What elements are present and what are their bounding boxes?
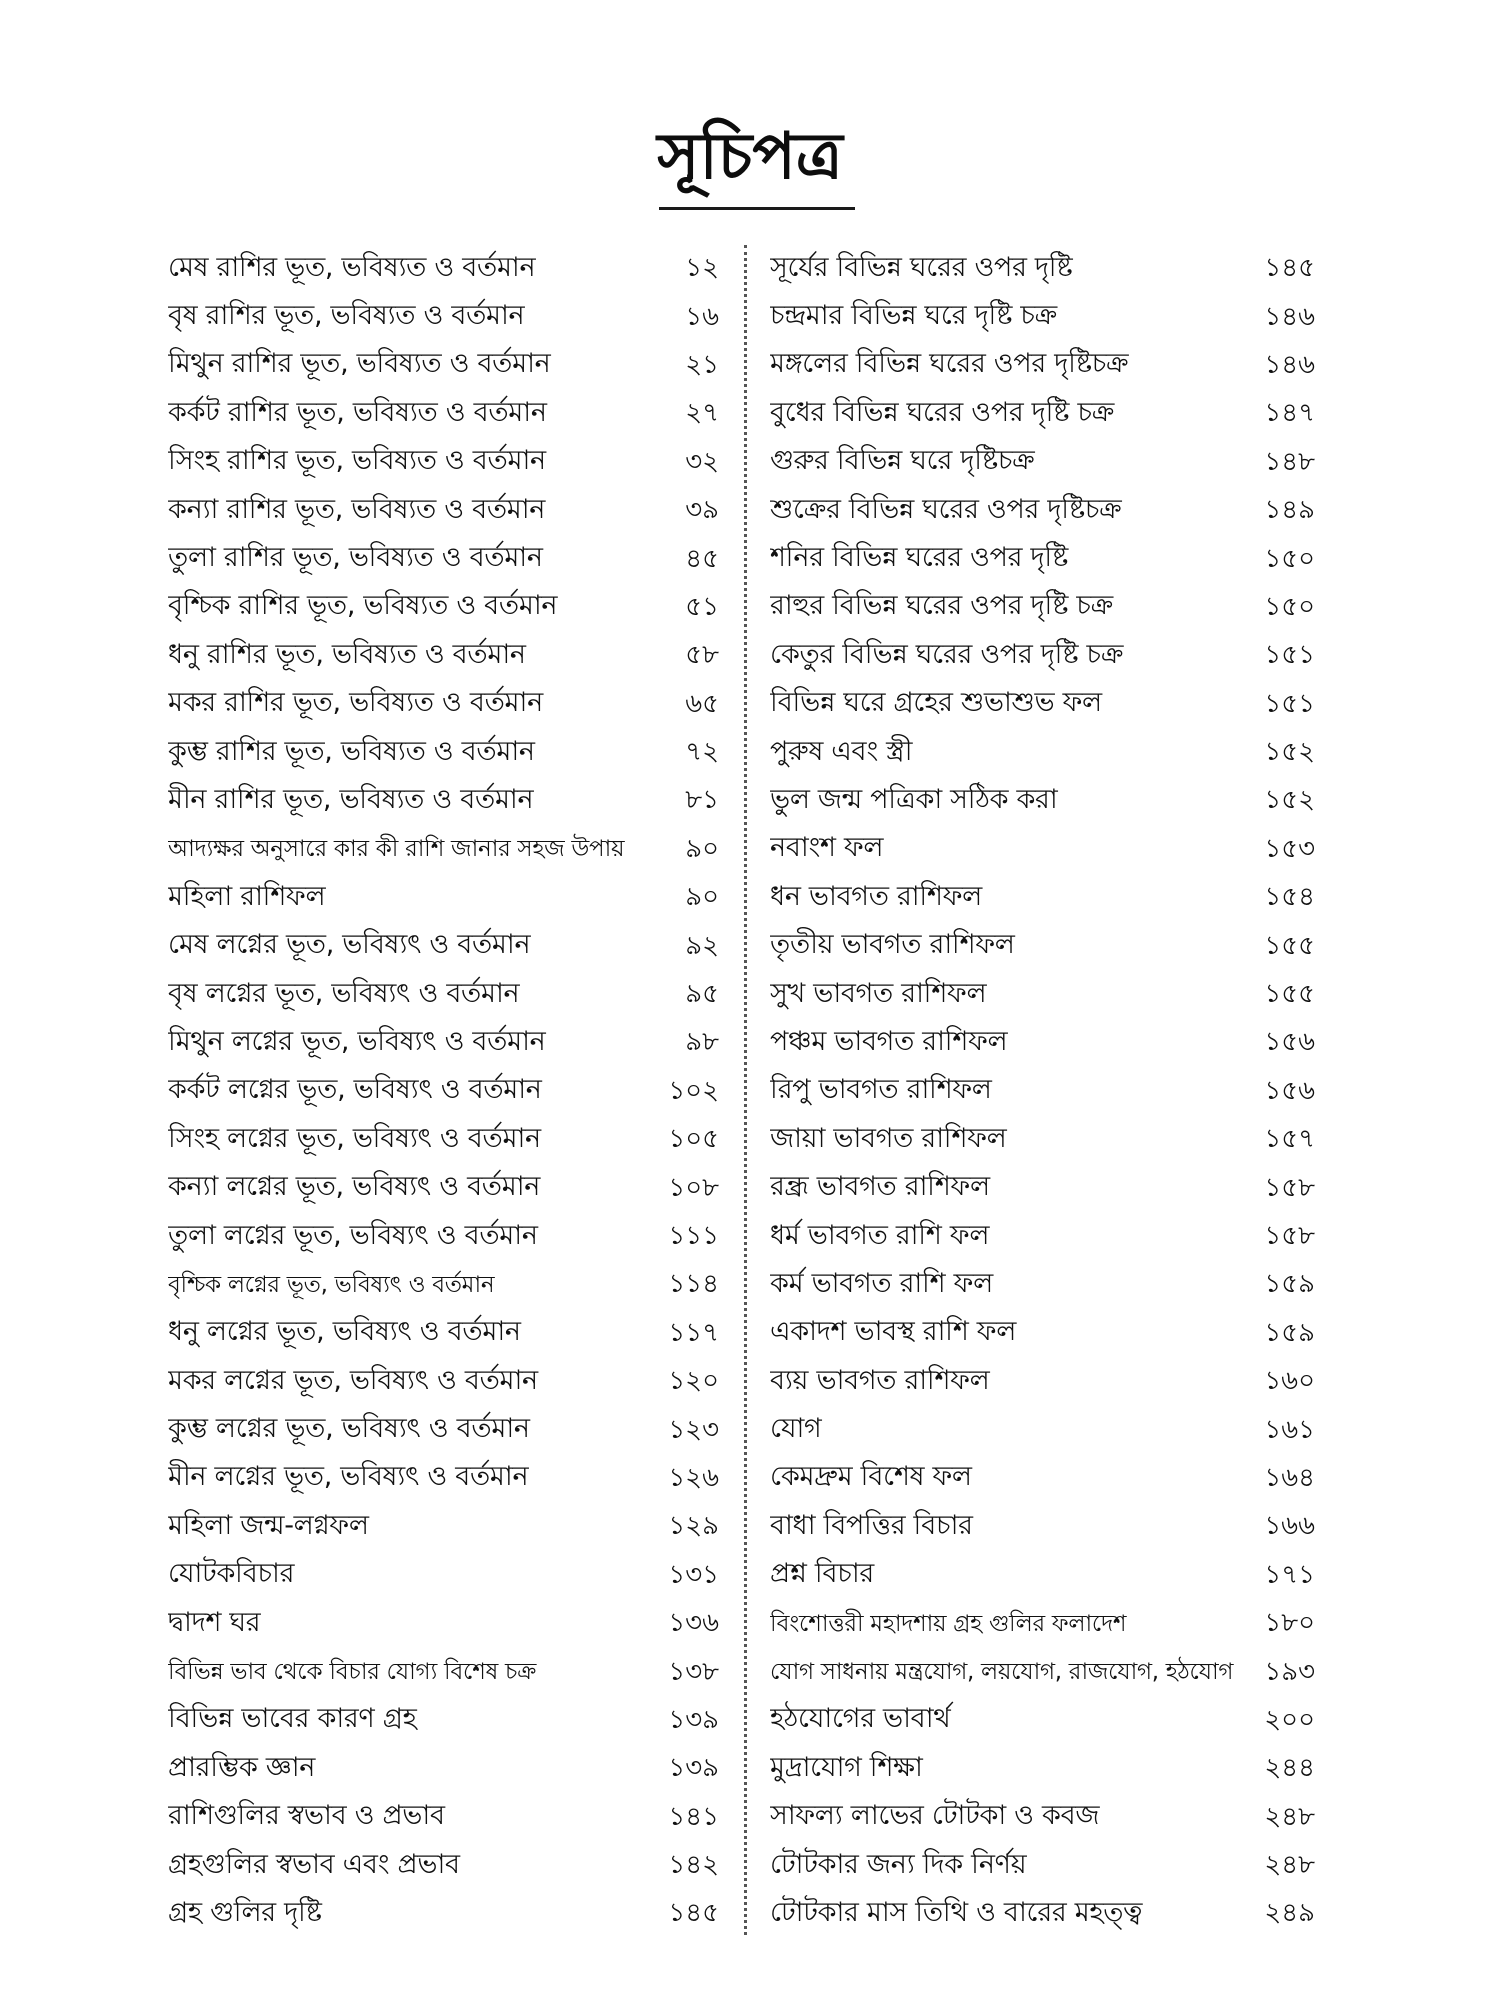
toc-entry-title: মকর রাশির ভূত, ভবিষ্যত ও বর্তমান (168, 687, 543, 719)
toc-entry (168, 584, 723, 632)
toc-entry-page: ১৫১ (1264, 640, 1315, 671)
toc-entry (770, 1213, 1315, 1261)
toc-entry-page: ৫৮ (685, 640, 719, 671)
toc-entry (168, 1648, 723, 1696)
toc-entry-page: ১৫৯ (1264, 1269, 1315, 1300)
toc-entry (770, 1503, 1315, 1551)
toc-entry-page: ১৫৬ (1264, 1075, 1315, 1106)
toc-entry (168, 342, 723, 390)
toc-entry (770, 1648, 1315, 1696)
toc-entry-page: ১৪১ (668, 1801, 719, 1832)
toc-entry (168, 1794, 723, 1842)
toc-entry-page: ১৬৪ (1264, 1462, 1315, 1493)
toc-entry-title: মহিলা রাশিফল (168, 880, 326, 912)
toc-entry (770, 681, 1315, 729)
toc-entry-title: নবাংশ ফল (770, 832, 884, 864)
toc-entry (770, 1406, 1315, 1454)
toc-entry-title: ধনু রাশির ভূত, ভবিষ্যত ও বর্তমান (168, 638, 526, 670)
toc-left-column (168, 245, 723, 1940)
toc-entry-page: ১৬০ (1264, 1366, 1315, 1397)
toc-entry-page: ১৫০ (1264, 591, 1315, 622)
toc-entry-page: ১৫৮ (1264, 1221, 1315, 1251)
toc-entry-page: ১৫২ (1264, 785, 1315, 816)
toc-entry-title: যোগ (770, 1413, 822, 1445)
toc-entry-page: ২১ (685, 349, 719, 380)
toc-entry (770, 1164, 1315, 1212)
toc-entry-page: ১৫৪ (1264, 882, 1315, 913)
toc-entry-title: বিংশোত্তরী মহাদশায় গ্রহ গুলির ফলাদেশ (770, 1610, 1127, 1637)
toc-entry-title: সিংহ রাশির ভূত, ভবিষ্যত ও বর্তমান (168, 445, 546, 477)
toc-entry-page: ১৪৬ (1264, 301, 1315, 332)
toc-entry-title: হঠযোগের ভাবার্থ (770, 1703, 951, 1735)
toc-entry-page: ১৩৮ (668, 1656, 719, 1687)
toc-entry-title: কুম্ভ রাশির ভূত, ভবিষ্যত ও বর্তমান (168, 735, 535, 767)
toc-entry-title: গ্রহগুলির স্বভাব এবং প্রভাব (168, 1848, 460, 1880)
toc-entry-page: ২৭ (685, 398, 719, 429)
toc-entry-title: টোটকার জন্য দিক নির্ণয় (770, 1848, 1027, 1880)
toc-entry-title: ভুল জন্ম পত্রিকা সঠিক করা (770, 783, 1058, 815)
toc-entry (168, 729, 723, 777)
toc-entry-page: ১০২ (668, 1075, 719, 1106)
toc-entry (770, 439, 1315, 487)
toc-entry-page: ১২০ (668, 1366, 719, 1397)
toc-entry-page: ২৪৮ (1264, 1801, 1315, 1832)
toc-entry-page: ১১৪ (668, 1269, 719, 1300)
toc-entry (168, 826, 723, 874)
toc-entry (770, 922, 1315, 970)
toc-entry-title: পুরুষ এবং স্ত্রী (770, 735, 913, 767)
toc-entry-page: ৬৫ (685, 688, 719, 719)
toc-entry-page: ৮১ (685, 785, 719, 816)
toc-entry-title: প্রারম্ভিক জ্ঞান (168, 1751, 316, 1783)
toc-entry-title: মেষ রাশির ভূত, ভবিষ্যত ও বর্তমান (168, 251, 536, 283)
toc-entry-title: যোগ সাধনায় মন্ত্রযোগ, লয়যোগ, রাজযোগ, হঠযোগ (770, 1659, 1234, 1686)
toc-entry-title: কর্কট লগ্নের ভূত, ভবিষ্যৎ ও বর্তমান (168, 1074, 542, 1106)
toc-entry-title: বিভিন্ন ভাবের কারণ গ্রহ (168, 1703, 417, 1735)
toc-entry-page: ১৮০ (1264, 1608, 1315, 1639)
toc-entry-page: ১৩৯ (668, 1704, 719, 1735)
toc-entry (770, 1068, 1315, 1116)
toc-entry-page: ১১১ (668, 1221, 719, 1251)
toc-entry (770, 1697, 1315, 1745)
toc-entry (770, 1310, 1315, 1358)
toc-entry (168, 777, 723, 825)
toc-entry-title: ধন ভাবগত রাশিফল (770, 880, 982, 912)
toc-entry-title: বিভিন্ন ঘরে গ্রহের শুভাশুভ ফল (770, 687, 1102, 719)
toc-entry (168, 1890, 723, 1938)
toc-entry (770, 487, 1315, 535)
toc-entry (770, 1261, 1315, 1309)
toc-entry (770, 1552, 1315, 1600)
toc-entry (168, 681, 723, 729)
toc-entry (168, 1261, 723, 1309)
toc-entry-title: সূর্যের বিভিন্ন ঘরের ওপর দৃষ্টি (770, 251, 1073, 283)
toc-entry-title: তৃতীয় ভাবগত রাশিফল (770, 929, 1015, 961)
toc-entry-page: ১৪৫ (1264, 253, 1315, 284)
column-divider (744, 245, 747, 1935)
toc-entry-title: প্রশ্ন বিচার (770, 1558, 874, 1590)
toc-entry-title: রাহুর বিভিন্ন ঘরের ওপর দৃষ্টি চক্র (770, 590, 1113, 622)
toc-entry (770, 535, 1315, 583)
toc-entry (168, 1552, 723, 1600)
toc-entry-title: কর্ম ভাবগত রাশি ফল (770, 1267, 993, 1299)
toc-entry-title: বৃশ্চিক রাশির ভূত, ভবিষ্যত ও বর্তমান (168, 590, 558, 622)
toc-entry (770, 1600, 1315, 1648)
toc-entry-page: ২৪৯ (1264, 1898, 1315, 1929)
toc-entry (168, 1310, 723, 1358)
toc-entry-title: আদ্যক্ষর অনুসারে কার কী রাশি জানার সহজ উপায় (168, 836, 625, 863)
toc-entry-page: ৯০ (685, 882, 719, 913)
toc-entry-page: ১৪৯ (1264, 495, 1315, 526)
toc-entry-page: ১১৭ (668, 1317, 719, 1348)
toc-entry (770, 584, 1315, 632)
toc-entry (168, 1697, 723, 1745)
toc-entry (770, 1019, 1315, 1067)
toc-entry (168, 293, 723, 341)
toc-entry-title: মেষ লগ্নের ভূত, ভবিষ্যৎ ও বর্তমান (168, 929, 531, 961)
toc-entry-title: জায়া ভাবগত রাশিফল (770, 1122, 1007, 1154)
toc-entry-title: দ্বাদশ ঘর (168, 1606, 261, 1638)
toc-entry-page: ১৯৩ (1264, 1656, 1315, 1687)
toc-entry-page: ২০০ (1264, 1704, 1315, 1735)
toc-entry-page: ৯২ (685, 930, 719, 961)
toc-entry-page: ১৫০ (1264, 543, 1315, 574)
toc-entry (770, 342, 1315, 390)
toc-entry (770, 390, 1315, 438)
page-title: সূচিপত্র (657, 119, 843, 194)
toc-entry (168, 1116, 723, 1164)
toc-entry-page: ১২৩ (668, 1414, 719, 1445)
toc-entry-title: মীন রাশির ভূত, ভবিষ্যত ও বর্তমান (168, 783, 534, 815)
toc-entry-title: সিংহ লগ্নের ভূত, ভবিষ্যৎ ও বর্তমান (168, 1122, 541, 1154)
toc-entry-title: বুধের বিভিন্ন ঘরের ওপর দৃষ্টি চক্র (770, 396, 1115, 428)
toc-entry-page: ২৪৮ (1264, 1850, 1315, 1881)
toc-entry-title: চন্দ্রমার বিভিন্ন ঘরে দৃষ্টি চক্র (770, 300, 1057, 332)
toc-entry-page: ১৬৬ (1264, 1511, 1315, 1542)
toc-entry-page: ১৫৭ (1264, 1124, 1315, 1155)
toc-entry-title: টোটকার মাস তিথি ও বারের মহত্ত্ব (770, 1896, 1143, 1928)
toc-entry-title: পঞ্চম ভাবগত রাশিফল (770, 1025, 1008, 1057)
toc-entry-page: ৭২ (685, 737, 719, 768)
toc-entry-page: ৯০ (685, 833, 719, 864)
toc-right-column (770, 245, 1315, 1940)
toc-entry (168, 1455, 723, 1503)
toc-entry-page: ৫১ (685, 591, 719, 622)
toc-entry (770, 874, 1315, 922)
toc-entry-title: ধনু লগ্নের ভূত, ভবিষ্যৎ ও বর্তমান (168, 1316, 521, 1348)
toc-entry-page: ১৪৮ (1264, 446, 1315, 477)
toc-entry-title: কেমদ্রুম বিশেষ ফল (770, 1461, 972, 1493)
toc-entry (168, 1842, 723, 1890)
toc-entry (168, 1745, 723, 1793)
toc-entry (770, 1842, 1315, 1890)
toc-entry-title: কেতুর বিভিন্ন ঘরের ওপর দৃষ্টি চক্র (770, 638, 1124, 670)
toc-entry-title: মঙ্গলের বিভিন্ন ঘরের ওপর দৃষ্টিচক্র (770, 348, 1129, 380)
toc-entry-title: রিপু ভাবগত রাশিফল (770, 1074, 992, 1106)
toc-entry-title: কন্যা রাশির ভূত, ভবিষ্যত ও বর্তমান (168, 493, 546, 525)
toc-entry-title: বাধা বিপত্তির বিচার (770, 1509, 973, 1541)
toc-entry (168, 1213, 723, 1261)
toc-entry (168, 922, 723, 970)
toc-entry (770, 1455, 1315, 1503)
toc-entry-page: ১০৫ (668, 1124, 719, 1155)
toc-entry-page: ১২৬ (668, 1462, 719, 1493)
toc-entry (168, 535, 723, 583)
toc-entry (770, 632, 1315, 680)
toc-entry (770, 826, 1315, 874)
toc-entry-page: ১৬১ (1264, 1414, 1315, 1445)
toc-entry-page: ১৫৫ (1264, 930, 1315, 961)
toc-entry-page: ১২ (685, 253, 719, 284)
toc-entry-title: সুখ ভাবগত রাশিফল (770, 977, 987, 1009)
toc-entry-page: ১৫৯ (1264, 1317, 1315, 1348)
toc-entry (770, 1890, 1315, 1938)
toc-entry-page: ১৬ (685, 301, 719, 332)
toc-entry (168, 1406, 723, 1454)
toc-entry-page: ১৪৬ (1264, 349, 1315, 380)
toc-entry (168, 1503, 723, 1551)
toc-entry-title: তুলা লগ্নের ভূত, ভবিষ্যৎ ও বর্তমান (168, 1219, 538, 1251)
toc-entry-title: বৃশ্চিক লগ্নের ভূত, ভবিষ্যৎ ও বর্তমান (168, 1271, 495, 1298)
toc-entry-page: ১৫৫ (1264, 979, 1315, 1010)
toc-entry (770, 1745, 1315, 1793)
toc-entry-title: রন্ধ্র ভাবগত রাশিফল (770, 1171, 990, 1203)
toc-entry-title: রাশিগুলির স্বভাব ও প্রভাব (168, 1800, 445, 1832)
toc-entry (168, 874, 723, 922)
toc-entry (168, 245, 723, 293)
toc-entry (770, 729, 1315, 777)
toc-entry-page: ১৪৭ (1264, 398, 1315, 429)
toc-entry-page: ৯৮ (685, 1027, 719, 1058)
toc-entry-page: ১৫৬ (1264, 1027, 1315, 1058)
toc-entry-page: ১৩১ (668, 1559, 719, 1590)
toc-entry-title: কর্কট রাশির ভূত, ভবিষ্যত ও বর্তমান (168, 396, 547, 428)
toc-entry-page: ১৫৩ (1264, 833, 1315, 864)
toc-entry-page: ১৪৫ (668, 1898, 719, 1929)
toc-entry-title: কুম্ভ লগ্নের ভূত, ভবিষ্যৎ ও বর্তমান (168, 1413, 530, 1445)
toc-entry-page: ১৩৬ (668, 1608, 719, 1639)
toc-entry-title: সাফল্য লাভের টোটকা ও কবজ (770, 1800, 1100, 1832)
toc-entry-page: ১৭১ (1264, 1559, 1315, 1590)
toc-entry-page: ১২৯ (668, 1511, 719, 1542)
toc-entry-title: যোটকবিচার (168, 1558, 295, 1590)
toc-entry (168, 971, 723, 1019)
toc-entry (770, 1794, 1315, 1842)
toc-entry-page: ৩২ (685, 446, 719, 477)
toc-entry-title: কন্যা লগ্নের ভূত, ভবিষ্যৎ ও বর্তমান (168, 1171, 541, 1203)
toc-entry-page: ১৫২ (1264, 737, 1315, 768)
toc-entry (770, 293, 1315, 341)
toc-entry-page: ৪৫ (685, 543, 719, 574)
toc-entry-title: ধর্ম ভাবগত রাশি ফল (770, 1219, 990, 1251)
toc-entry (168, 1164, 723, 1212)
toc-entry-title: গুরুর বিভিন্ন ঘরে দৃষ্টিচক্র (770, 445, 1035, 477)
toc-entry-page: ১৪২ (668, 1850, 719, 1881)
toc-entry-title: মহিলা জন্ম-লগ্নফল (168, 1509, 369, 1541)
toc-entry-title: একাদশ ভাবস্থ রাশি ফল (770, 1316, 1017, 1348)
toc-entry-page: ১৫১ (1264, 688, 1315, 719)
toc-entry-title: বৃষ লগ্নের ভূত, ভবিষ্যৎ ও বর্তমান (168, 977, 520, 1009)
toc-entry-title: বিভিন্ন ভাব থেকে বিচার যোগ্য বিশেষ চক্র (168, 1659, 537, 1686)
toc-entry (168, 439, 723, 487)
toc-entry-page: ১৩৯ (668, 1753, 719, 1784)
toc-entry-page: ৩৯ (685, 495, 719, 526)
toc-entry-title: মিথুন লগ্নের ভূত, ভবিষ্যৎ ও বর্তমান (168, 1025, 546, 1057)
toc-entry (168, 487, 723, 535)
toc-entry (770, 777, 1315, 825)
toc-entry-title: ব্যয় ভাবগত রাশিফল (770, 1364, 990, 1396)
toc-entry (770, 245, 1315, 293)
toc-entry-page: ৯৫ (685, 979, 719, 1010)
toc-entry (770, 1358, 1315, 1406)
toc-entry-page: ২৪৪ (1264, 1753, 1315, 1784)
toc-entry-title: বৃষ রাশির ভূত, ভবিষ্যত ও বর্তমান (168, 300, 525, 332)
toc-entry (168, 1358, 723, 1406)
toc-entry (168, 1068, 723, 1116)
toc-entry (168, 1600, 723, 1648)
toc-entry-title: মিথুন রাশির ভূত, ভবিষ্যত ও বর্তমান (168, 348, 551, 380)
toc-entry-title: মকর লগ্নের ভূত, ভবিষ্যৎ ও বর্তমান (168, 1364, 538, 1396)
toc-entry-title: মীন লগ্নের ভূত, ভবিষ্যৎ ও বর্তমান (168, 1461, 529, 1493)
toc-entry (770, 971, 1315, 1019)
toc-entry-page: ১৫৮ (1264, 1172, 1315, 1203)
toc-entry-title: শুক্রের বিভিন্ন ঘরের ওপর দৃষ্টিচক্র (770, 493, 1122, 525)
toc-entry-title: তুলা রাশির ভূত, ভবিষ্যত ও বর্তমান (168, 542, 543, 574)
toc-entry (168, 632, 723, 680)
toc-entry-title: গ্রহ গুলির দৃষ্টি (168, 1896, 322, 1928)
title-underline (659, 207, 855, 210)
toc-entry-title: শনির বিভিন্ন ঘরের ওপর দৃষ্টি (770, 542, 1068, 574)
toc-entry (168, 1019, 723, 1067)
toc-entry (168, 390, 723, 438)
toc-entry (770, 1116, 1315, 1164)
toc-entry-page: ১০৮ (668, 1172, 719, 1203)
toc-entry-title: মুদ্রাযোগ শিক্ষা (770, 1751, 923, 1783)
